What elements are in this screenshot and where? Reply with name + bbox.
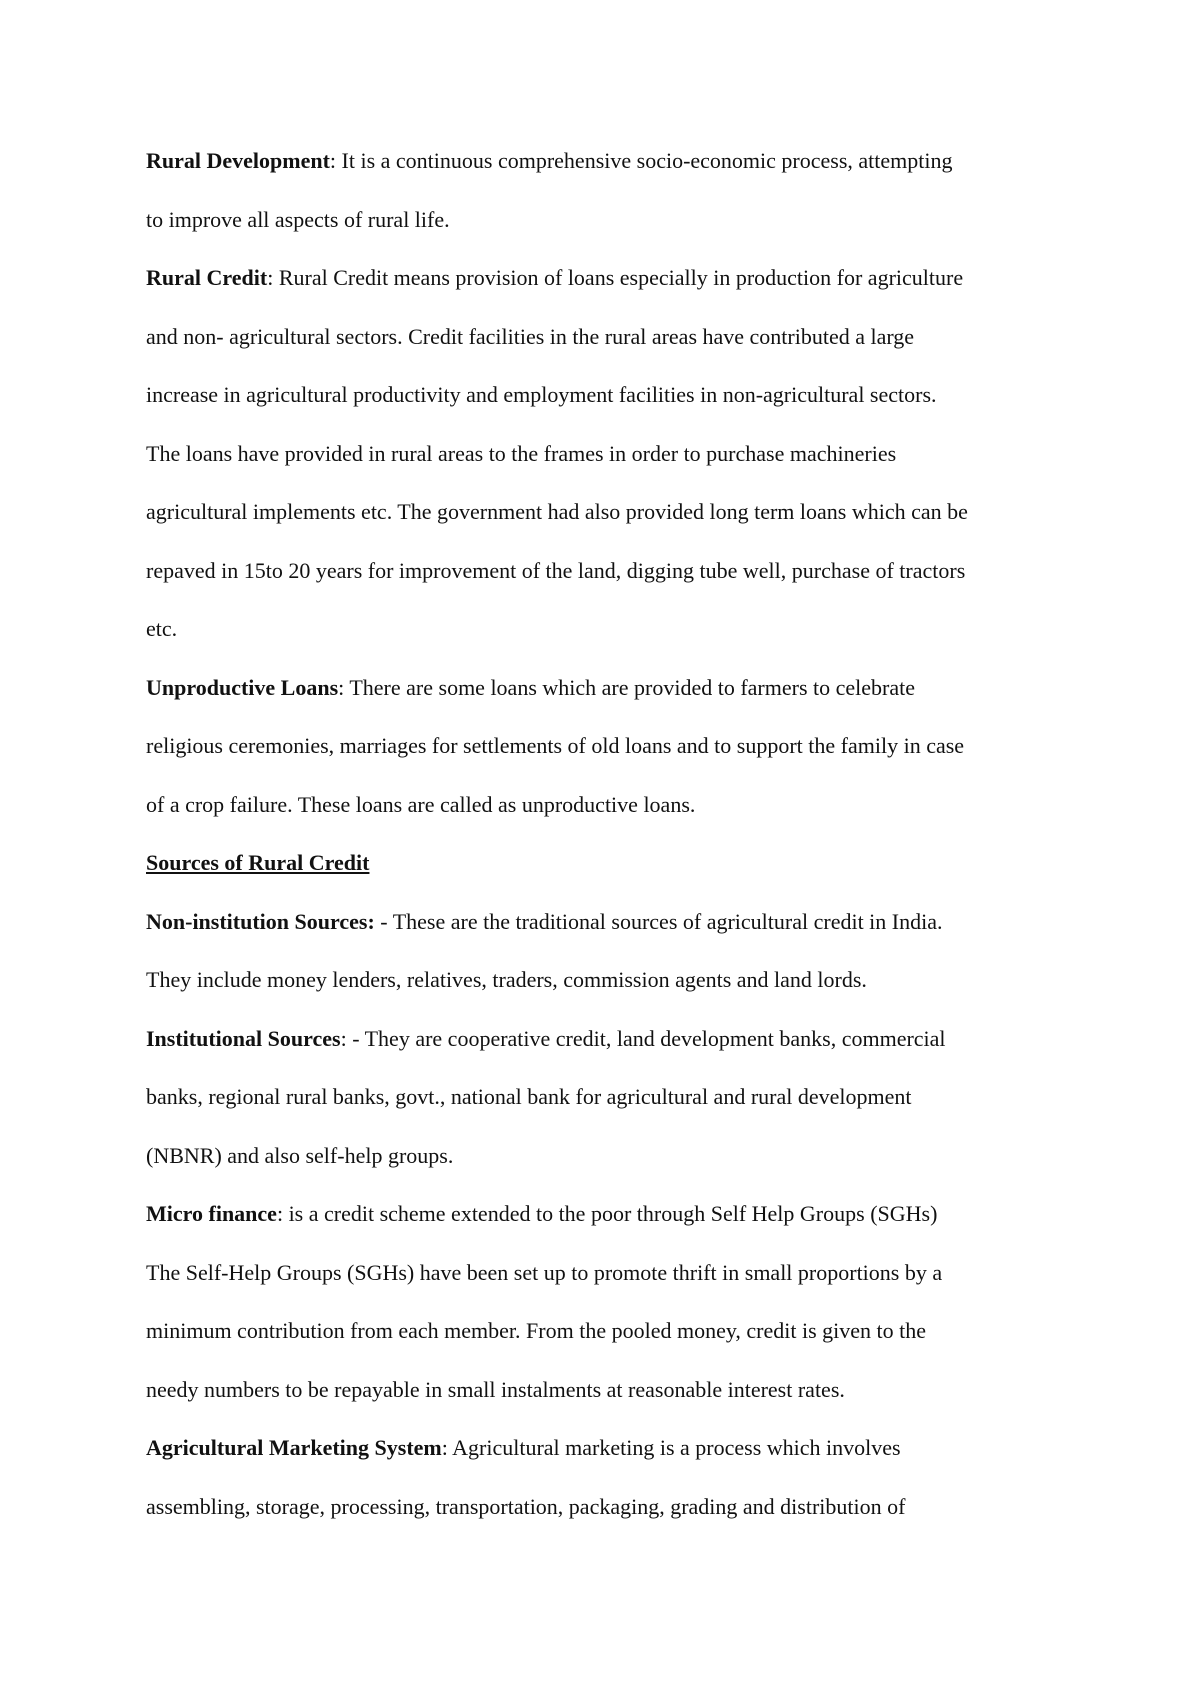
text-line bbox=[146, 317, 1076, 376]
body-text: They include money lenders, relatives, traders, commission agents and land lords. bbox=[146, 967, 867, 992]
text-line bbox=[146, 609, 1076, 668]
body-text: to improve all aspects of rural life. bbox=[146, 206, 450, 232]
body-text: (NBNR) and also self-help groups. bbox=[146, 1142, 454, 1168]
term-micro-finance: Micro finance bbox=[146, 1201, 277, 1226]
text-line bbox=[146, 1370, 1076, 1429]
text-line bbox=[146, 375, 1076, 434]
body-text: etc. bbox=[146, 616, 178, 641]
text-line bbox=[146, 1019, 1076, 1078]
document-body bbox=[146, 141, 1076, 1545]
text-line bbox=[146, 1428, 1076, 1487]
body-text: The Self-Help Groups (SGHs) have been set up to promote thrift in small proportions by a bbox=[146, 1259, 943, 1285]
text-line bbox=[146, 902, 1076, 961]
text-line bbox=[146, 1077, 1076, 1136]
body-text: and non- agricultural sectors. Credit facilities in the rural areas have contributed a large bbox=[146, 323, 915, 349]
text-line bbox=[146, 141, 1076, 200]
term-agricultural-marketing-system: Agricultural Marketing System bbox=[146, 1435, 442, 1460]
body-text: of a crop failure. These loans are called as unproductive loans. bbox=[146, 791, 696, 817]
body-text: minimum contribution from each member. From the pooled money, credit is given to the bbox=[146, 1318, 927, 1343]
text-line bbox=[146, 492, 1076, 551]
text-line bbox=[146, 1253, 1076, 1312]
text-line bbox=[146, 1487, 1076, 1546]
term-institutional-sources: Institutional Sources bbox=[146, 1025, 341, 1051]
definition-text: : Agricultural marketing is a process which involves bbox=[441, 1435, 901, 1460]
term-non-institution-sources: Non-institution Sources: bbox=[146, 908, 375, 934]
body-text: repaved in 15to 20 years for improvement of the land, digging tube well, purchase of tractors bbox=[146, 557, 966, 583]
body-text: The loans have provided in rural areas to the frames in order to purchase machineries bbox=[146, 440, 897, 466]
text-line bbox=[146, 1194, 1076, 1253]
text-line bbox=[146, 551, 1076, 610]
body-text: increase in agricultural productivity and employment facilities in non-agricultural sectors. bbox=[146, 382, 937, 407]
text-line bbox=[146, 668, 1076, 727]
body-text: assembling, storage, processing, transportation, packaging, grading and distribution of bbox=[146, 1493, 906, 1519]
text-line bbox=[146, 960, 1076, 1019]
body-text: needy numbers to be repayable in small instalments at reasonable interest rates. bbox=[146, 1376, 845, 1402]
definition-text: : There are some loans which are provided to farmers to celebrate bbox=[338, 674, 915, 700]
section-heading: Sources of Rural Credit bbox=[146, 850, 370, 875]
body-text: religious ceremonies, marriages for settlements of old loans and to support the family in case bbox=[146, 733, 965, 758]
definition-text: : It is a continuous comprehensive socio-economic process, attempting bbox=[329, 148, 953, 173]
body-text: agricultural implements etc. The government had also provided long term loans which can be bbox=[146, 499, 968, 524]
text-line bbox=[146, 200, 1076, 259]
text-line bbox=[146, 843, 1076, 902]
text-line bbox=[146, 726, 1076, 785]
definition-text: : - They are cooperative credit, land development banks, commercial bbox=[340, 1025, 946, 1051]
text-line bbox=[146, 1311, 1076, 1370]
text-line bbox=[146, 1136, 1076, 1195]
body-text: banks, regional rural banks, govt., national bank for agricultural and rural development bbox=[146, 1084, 912, 1109]
text-line bbox=[146, 785, 1076, 844]
definition-text: : Rural Credit means provision of loans especially in production for agriculture bbox=[267, 265, 964, 290]
term-rural-credit: Rural Credit bbox=[146, 265, 268, 290]
term-unproductive-loans: Unproductive Loans bbox=[146, 674, 339, 700]
text-line bbox=[146, 258, 1076, 317]
term-rural-development: Rural Development bbox=[146, 148, 330, 173]
definition-text: - These are the traditional sources of agricultural credit in India. bbox=[374, 908, 943, 934]
text-line bbox=[146, 434, 1076, 493]
definition-text: : is a credit scheme extended to the poor through Self Help Groups (SGHs) bbox=[276, 1201, 938, 1226]
